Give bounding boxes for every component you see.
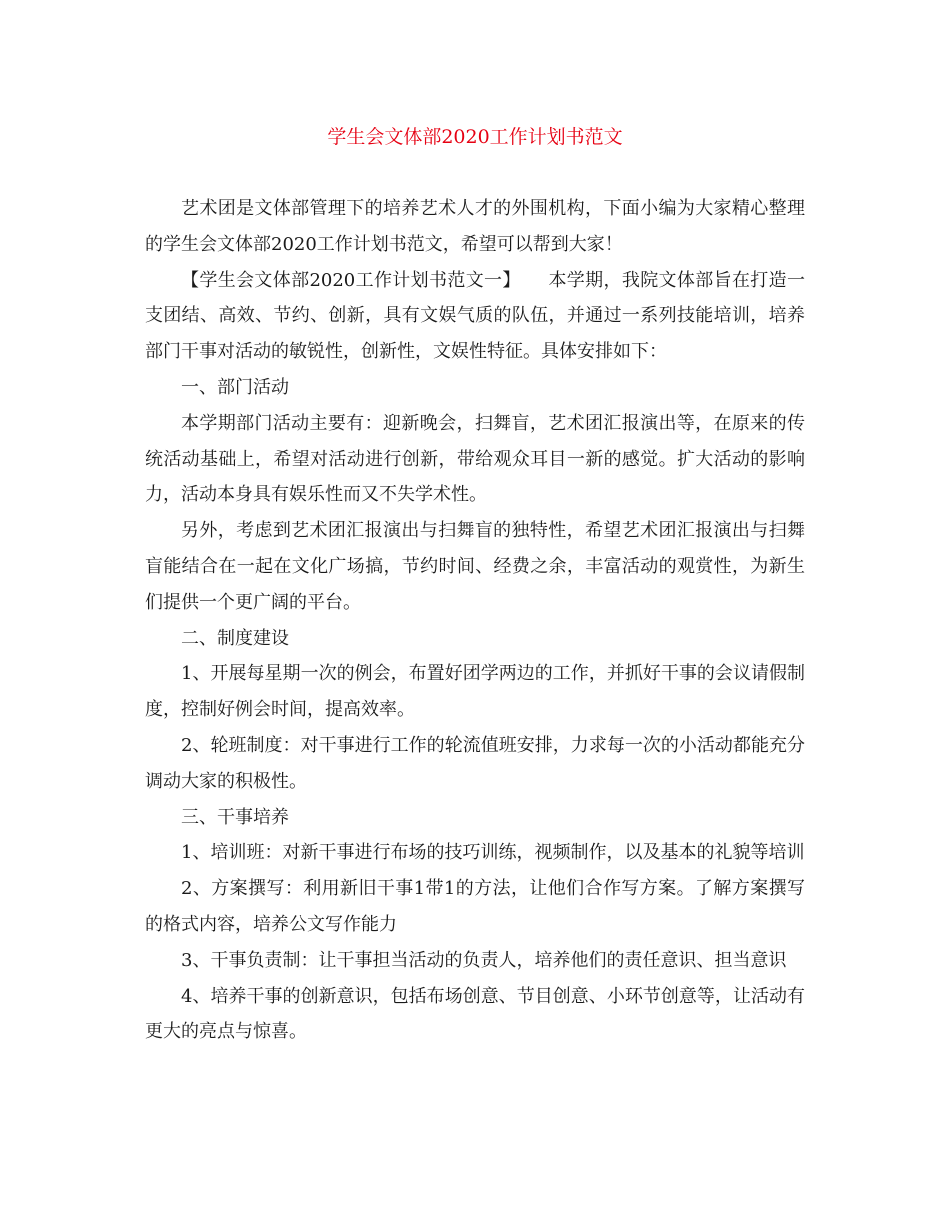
training-item-innovation: 4、培养干事的创新意识，包括布场创意、节目创意、小环节创意等，让活动有更大的亮点与惊喜。 <box>145 985 805 1043</box>
plan-intro-paragraph: 【学生会文体部2020工作计划书范文一】 本学期，我院文体部旨在打造一支团结、高效、节约、创新，具有文娱气质的队伍，并通过一系列技能培训，培养部门干事对活动的敏锐性，创新性，文娱性特征。具体安排如下： <box>145 269 805 363</box>
system-item-meeting: 1、开展每星期一次的例会，布置好团学两边的工作，并抓好干事的会议请假制度，控制好例会时间，提高效率。 <box>145 663 805 721</box>
training-item-responsibility: 3、干事负责制：让干事担当活动的负责人，培养他们的责任意识、担当意识 <box>181 949 787 971</box>
system-item-shift: 2、轮班制度：对干事进行工作的轮流值班安排，力求每一次的小活动都能充分调动大家的积极性。 <box>145 734 805 792</box>
training-item-class: 1、培训班：对新干事进行布场的技巧训练，视频制作，以及基本的礼貌等培训 <box>181 842 805 864</box>
section-heading-activities: 一、部门活动 <box>181 376 289 398</box>
intro-paragraph: 艺术团是文体部管理下的培养艺术人才的外围机构，下面小编为大家精心整理的学生会文体部2020工作计划书范文，希望可以帮到大家！ <box>145 198 805 255</box>
activities-paragraph: 本学期部门活动主要有：迎新晚会，扫舞盲，艺术团汇报演出等，在原来的传统活动基础上，希望对活动进行创新，带给观众耳目一新的感觉。扩大活动的影响力，活动本身具有娱乐性而又不失学术性。 <box>145 412 805 506</box>
activities-extra-paragraph: 另外，考虑到艺术团汇报演出与扫舞盲的独特性，希望艺术团汇报演出与扫舞盲能结合在一起在文化广场搞，节约时间、经费之余，丰富活动的观赏性，为新生们提供一个更广阔的平台。 <box>145 520 805 613</box>
document-body <box>145 191 805 1050</box>
section-heading-system: 二、制度建设 <box>181 627 289 649</box>
document-title: 学生会文体部2020工作计划书范文 <box>327 126 623 148</box>
training-item-proposal: 2、方案撰写：利用新旧干事1带1的方法，让他们合作写方案。了解方案撰写的格式内容，培养公文写作能力 <box>145 878 805 935</box>
section-heading-training: 三、干事培养 <box>181 806 289 828</box>
